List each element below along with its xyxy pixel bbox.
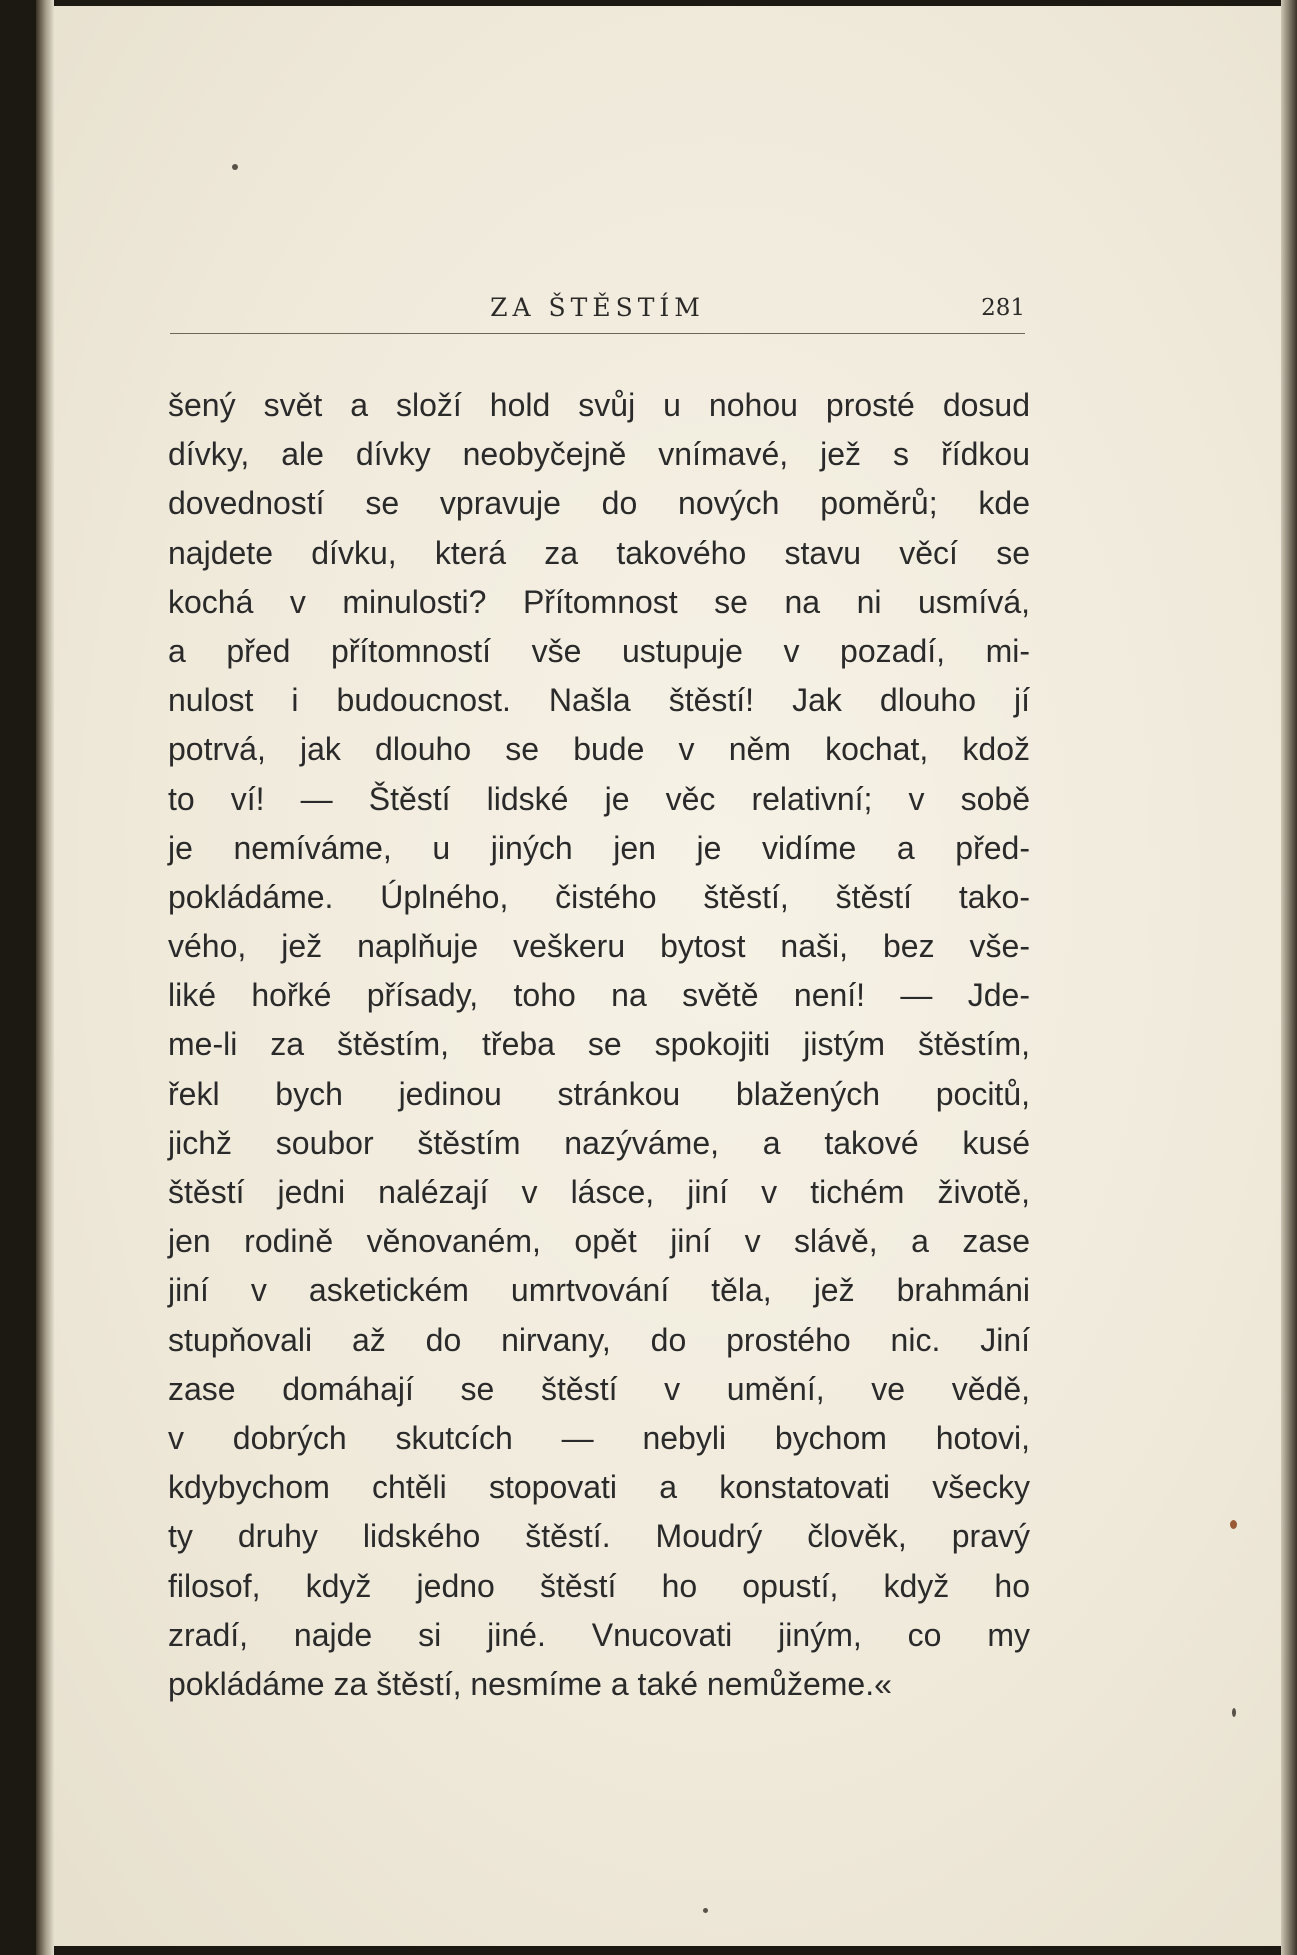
running-head-title: ZA ŠTĚSTÍM: [490, 293, 705, 322]
text-line: vého, jež naplňuje veškeru bytost naši, bez vše-: [168, 928, 1030, 965]
text-line: šený svět a složí hold svůj u nohou prosté dosud: [168, 387, 1030, 423]
text-line: liké hořké přísady, toho na světě není! — Jde-: [168, 977, 1030, 1014]
paper-speck: [1232, 1708, 1236, 1717]
text-line: to ví! — Štěstí lidské je věc relativní; v sobě: [168, 780, 1030, 817]
text-line: zradí, najde si jiné. Vnucovati jiným, co my: [168, 1616, 1030, 1653]
text-line: je nemíváme, u jiných jen je vidíme a před-: [168, 829, 1030, 866]
text-line: najdete dívku, která za takového stavu věcí se: [168, 534, 1030, 571]
text-line: zase domáhají se štěstí v umění, ve vědě,: [168, 1370, 1030, 1407]
text-line: ty druhy lidského štěstí. Moudrý člověk, pravý: [168, 1518, 1030, 1555]
page-number: 281: [981, 295, 1025, 321]
text-line: jen rodině věnovaném, opět jiní v slávě, a zase: [168, 1223, 1030, 1260]
text-line: dívky, ale dívky neobyčejně vnímavé, jež s řídkou: [168, 436, 1030, 473]
text-line: stupňovali až do nirvany, do prostého nic. Jiní: [168, 1321, 1030, 1358]
text-line: a před přítomností vše ustupuje v pozadí, mi-: [168, 632, 1030, 669]
book-gutter: [36, 0, 54, 1955]
text-line: me-li za štěstím, třeba se spokojiti jistým štěstím,: [168, 1026, 1030, 1063]
running-head: [170, 293, 1025, 334]
paper-speck: [703, 1908, 708, 1913]
text-line: kdybychom chtěli stopovati a konstatovati všecky: [168, 1469, 1030, 1506]
text-line: dovedností se vpravuje do nových poměrů; kde: [168, 485, 1030, 522]
text-line: řekl bych jedinou stránkou blažených pocitů,: [168, 1075, 1030, 1112]
paper-speck: [1230, 1520, 1237, 1529]
text-line: štěstí jedni nalézají v lásce, jiní v tichém životě,: [168, 1174, 1030, 1210]
body-text: [168, 381, 1030, 1709]
paper-speck: [232, 164, 238, 170]
text-line: potrvá, jak dlouho se bude v něm kochat, kdož: [168, 731, 1030, 768]
text-line: pokládáme. Úplného, čistého štěstí, štěstí tako-: [168, 878, 1030, 915]
text-line: kochá v minulosti? Přítomnost se na ni usmívá,: [168, 583, 1030, 620]
text-line: filosof, když jedno štěstí ho opustí, když ho: [168, 1567, 1030, 1604]
text-line: nulost i budoucnost. Našla štěstí! Jak dlouho jí: [168, 682, 1030, 719]
text-line: v dobrých skutcích — nebyli bychom hotovi,: [168, 1419, 1030, 1456]
text-line: pokládáme za štěstí, nesmíme a také nemůžeme.«: [168, 1665, 892, 1702]
text-line: jichž soubor štěstím nazýváme, a takové kusé: [168, 1124, 1030, 1161]
text-line: jiní v asketickém umrtvování těla, jež brahmáni: [168, 1272, 1030, 1309]
page-edge: [1281, 0, 1297, 1955]
